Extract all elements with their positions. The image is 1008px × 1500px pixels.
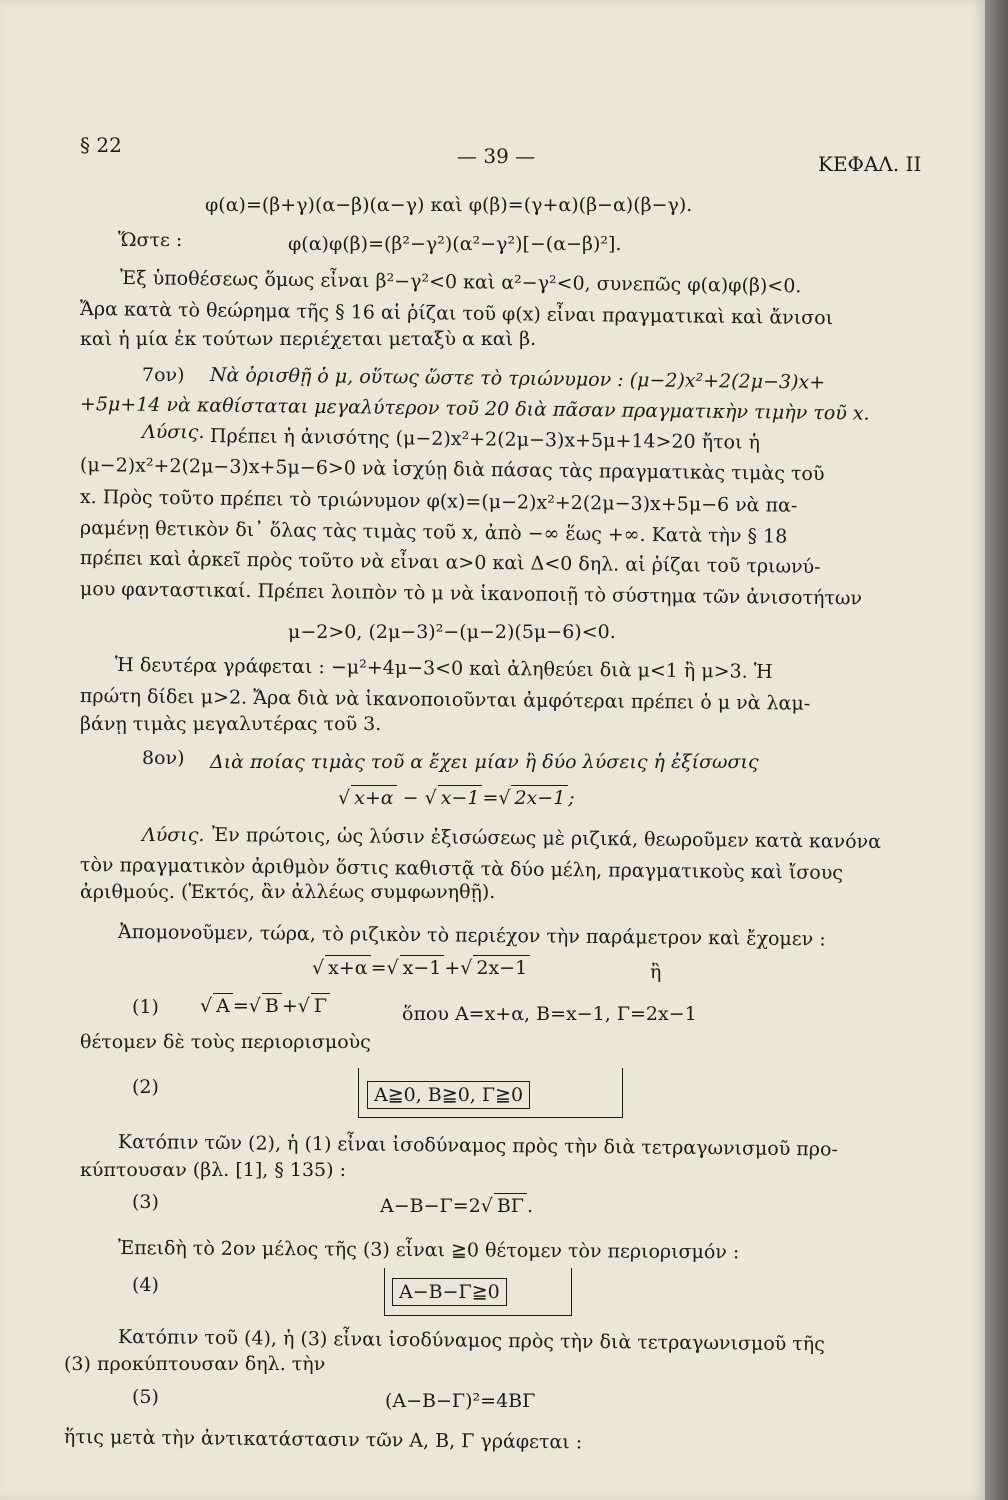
radicand: 2x−1	[473, 955, 530, 980]
radical-sign: √	[297, 995, 310, 1017]
radical-sign: √	[480, 1195, 493, 1217]
text-line: Ἄρα κατὰ τὸ θεώρημα τῆς § 16 αἱ ῥίζαι τοῦ φ(x) εἶναι πραγματικαὶ καὶ ἄνισοι	[79, 298, 834, 330]
text-line: μου φανταστικαί. Πρέπει λοιπὸν τὸ μ νὰ ἱκανοποιῇ τὸ σύστημα τῶν ἀνισοτήτων	[79, 578, 863, 610]
constraint-box-wrap	[367, 1083, 530, 1107]
text-line: ραμένῃ θετικὸν δι᾽ ὅλας τὰς τιμὰς τοῦ x, ἀπὸ −∞ ἕως +∞. Κατὰ τὴν § 18	[79, 517, 788, 548]
text-line: ἀριθμούς. (Ἐκτός, ἂν ἀλλέως συμφωνηθῇ).	[80, 881, 496, 903]
problem-number: 8ον)	[142, 747, 185, 769]
operator: =	[232, 995, 249, 1017]
section-number: § 22	[80, 133, 122, 157]
equation-label: (3)	[132, 1191, 159, 1213]
problem-statement: Διὰ ποίας τιμὰς τοῦ α ἔχει μίαν ἢ δύο λύσεις ἡ ἐξίσωσις	[210, 751, 759, 773]
radicand: x+α	[325, 955, 370, 980]
formula-product: φ(α)φ(β)=(β²−γ²)(α²−γ²)[−(α−β)²].	[288, 233, 622, 255]
solution-label: Λύσις.	[142, 421, 205, 443]
text-line: ἥτις μετὰ τὴν ἀντικατάστασιν τῶν Α, Β, Γ γράφεται :	[63, 1426, 583, 1454]
operator: =	[482, 787, 499, 809]
radicand: Α	[213, 993, 233, 1018]
radicand: Β	[262, 993, 282, 1018]
radical-sign: √	[312, 957, 325, 979]
text-line: ὅπου Α=x+α, Β=x−1, Γ=2x−1	[402, 1003, 697, 1025]
text-line: Ἡ δευτέρα γράφεται : −μ²+4μ−3<0 καὶ ἀληθεύει διὰ μ<1 ἢ μ>3. Ἡ	[114, 654, 773, 683]
operator: +	[444, 957, 461, 979]
radical-sign: √	[248, 995, 261, 1017]
text-line: πρέπει καὶ ἀρκεῖ πρὸς τοῦτο νὰ εἶναι α>0 καὶ Δ<0 δηλ. αἱ ῥίζαι τοῦ τριωνύ-	[79, 547, 821, 579]
equation-5: (Α−Β−Γ)²=4ΒΓ	[385, 1390, 536, 1412]
equation-1	[200, 993, 330, 1018]
formula-phi: φ(α)=(β+γ)(α−β)(α−γ) καὶ φ(β)=(γ+α)(β−α)(β−γ).	[205, 194, 693, 216]
radicand: 2x−1	[511, 785, 568, 810]
radical-sign: √	[200, 995, 213, 1017]
text-line: βάνῃ τιμὰς μεγαλυτέρας τοῦ 3.	[80, 713, 382, 735]
text-line: (μ−2)x²+2(2μ−3)x+5μ−6>0 νὰ ἰσχύῃ διὰ πάσας τὰς πραγματικὰς τιμὰς τοῦ	[79, 454, 825, 486]
page-number: — 39 —	[457, 144, 536, 168]
solution-label: Λύσις.	[142, 824, 205, 846]
constraints-2: Α≧0, Β≧0, Γ≧0	[367, 1081, 530, 1109]
text-line: x. Πρὸς τοῦτο πρέπει τὸ τριώνυμον φ(x)=(μ−2)x²+2(2μ−3)x+5μ−6 νὰ πα-	[79, 486, 798, 517]
radical-equation	[338, 785, 575, 810]
operator: +	[281, 995, 298, 1017]
constraint-4: Α−Β−Γ≧0	[392, 1278, 507, 1306]
equation-3: Α−Β−Γ=2√ ΒΓ .	[380, 1195, 534, 1217]
text-line: καὶ ἡ μία ἐκ τούτων περιέχεται μεταξὺ α καὶ β.	[80, 328, 537, 350]
text-line: Ἀπομονοῦμεν, τώρα, τὸ ριζικὸν τὸ περιέχον τὴν παράμετρον καὶ ἔχομεν :	[117, 921, 826, 951]
text-line: θέτομεν δὲ τοὺς περιορισμοὺς	[80, 1031, 371, 1053]
problem-number: 7ον)	[142, 364, 185, 386]
chapter-label: ΚΕΦΑΛ. II	[818, 152, 922, 176]
page-edge	[985, 0, 1008, 1500]
text-line: Ἐξ ὑποθέσεως ὅμως εἶναι β²−γ²<0 καὶ α²−γ²<0, συνεπῶς φ(α)φ(β)<0.	[119, 267, 802, 298]
operator: =	[370, 957, 387, 979]
text-line: ἢ	[650, 961, 662, 983]
text-line: κύπτουσαν (βλ. [1], § 135) :	[80, 1159, 346, 1181]
radical-sign: √	[498, 787, 511, 809]
text-line: Κατόπιν τοῦ (4), ἡ (3) εἶναι ἰσοδύναμος πρὸς τὴν διὰ τετραγωνισμοῦ τῆς	[117, 1326, 825, 1356]
radicand: ΒΓ	[494, 1193, 527, 1218]
radical-sign: √	[460, 957, 473, 979]
inequality-system: μ−2>0, (2μ−3)²−(μ−2)(5μ−6)<0.	[288, 621, 616, 643]
equation-label: (2)	[132, 1076, 159, 1098]
equation-label: (1)	[132, 996, 159, 1018]
text-line: τὸν πραγματικὸν ἀριθμὸν ὅστις καθιστᾷ τὰ δύο μέλη, πραγματικοὺς καὶ ἴσους	[79, 854, 844, 884]
equation-3-lhs: Α−Β−Γ=2	[380, 1195, 481, 1217]
radicand: Γ	[311, 993, 330, 1018]
isolated-equation	[312, 955, 530, 980]
radical-sign: √	[338, 787, 351, 809]
text-line: Κατόπιν τῶν (2), ἡ (1) εἶναι ἰσοδύναμος πρὸς τὴν διὰ τετραγωνισμοῦ προ-	[117, 1131, 838, 1161]
equation-label: (5)	[132, 1386, 159, 1408]
constraint-box-wrap	[392, 1280, 507, 1304]
radicand: x+α	[351, 785, 396, 810]
text-line: Ὥστε :	[118, 229, 183, 251]
punctuation: ;	[568, 787, 575, 809]
radical-sign: √	[386, 957, 399, 979]
text-line: Ἐν πρώτοις, ὡς λύσιν ἐξισώσεως μὲ ριζικά, θεωροῦμεν κατὰ κανόνα	[211, 824, 882, 854]
operator: −	[402, 787, 419, 809]
problem-statement: +5μ+14 νὰ καθίσταται μεγαλύτερον τοῦ 20 διὰ πᾶσαν πραγματικὴν τιμὴν τοῦ x.	[79, 393, 870, 425]
text-line: πρώτη δίδει μ>2. Ἄρα διὰ νὰ ἱκανοποιοῦνται ἀμφότεραι πρέπει ὁ μ νὰ λαμ-	[79, 685, 811, 715]
problem-statement: Νὰ ὁρισθῇ ὁ μ, οὕτως ὥστε τὸ τριώνυμον : (μ−2)x²+2(2μ−3)x+	[209, 364, 826, 394]
radicand: x−1	[400, 955, 445, 980]
text-line: Ἐπειδὴ τὸ 2ον μέλος τῆς (3) εἶναι ≧0 θέτομεν τὸν περιορισμόν :	[117, 1237, 740, 1264]
radical-sign: √	[424, 787, 437, 809]
text-line: Πρέπει ἡ ἀνισότης (μ−2)x²+2(2μ−3)x+5μ+14>20 ἤτοι ἡ	[209, 425, 761, 454]
equation-label: (4)	[132, 1274, 159, 1296]
radicand: x−1	[438, 785, 483, 810]
text-line: (3) προκύπτουσαν δηλ. τὴν	[64, 1353, 326, 1375]
